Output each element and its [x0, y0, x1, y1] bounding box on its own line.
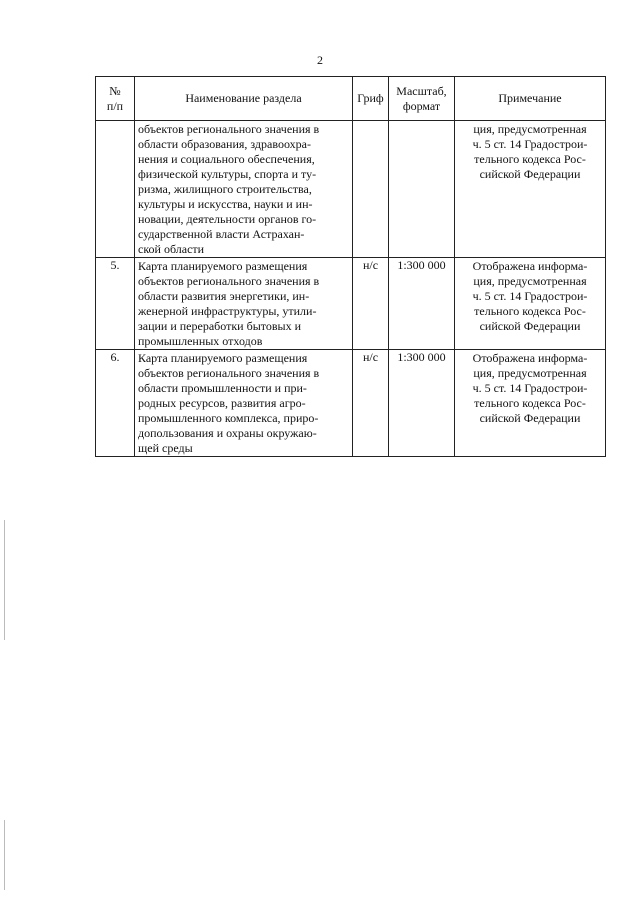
text-line: сийской Федерации	[479, 319, 581, 333]
header-scale	[389, 77, 455, 121]
text-line: допользования и охраны окружаю-	[138, 426, 317, 440]
text-line: культуры и искусства, науки и ин-	[138, 197, 313, 211]
row-note	[455, 121, 606, 258]
text-line: области развития энергетики, ин-	[138, 289, 310, 303]
header-number-line: №	[109, 83, 121, 98]
row-number: 6.	[96, 350, 135, 457]
text-line: тельного кодекса Рос-	[474, 396, 586, 410]
text-line: зации и переработки бытовых и	[138, 319, 302, 333]
text-line: объектов регионального значения в	[138, 274, 320, 288]
header-number	[96, 77, 135, 121]
text-line: сударственной власти Астрахан-	[138, 227, 305, 241]
scan-edge-mark	[4, 520, 5, 640]
text-line: Отображена информа-	[472, 351, 588, 365]
text-line: ч. 5 ст. 14 Градострои-	[472, 137, 588, 151]
text-line: Отображена информа-	[472, 259, 588, 273]
row-number: 5.	[96, 258, 135, 350]
header-scale-line: Масштаб,	[396, 83, 447, 98]
table-header-row	[96, 77, 606, 121]
row-section-name	[135, 258, 353, 350]
text-line: ч. 5 ст. 14 Градострои-	[472, 289, 588, 303]
text-line: тельного кодекса Рос-	[474, 304, 586, 318]
text-line: ция, предусмотренная	[473, 366, 587, 380]
header-scale-line: формат	[402, 98, 441, 113]
table-row	[96, 350, 606, 457]
text-line: промышленных отходов	[138, 334, 263, 348]
text-line: щей среды	[138, 441, 193, 455]
header-note: Примечание	[455, 77, 606, 121]
row-grif: н/с	[353, 350, 389, 457]
text-line: новации, деятельности органов го-	[138, 212, 317, 226]
text-line: промышленного комплекса, приро-	[138, 411, 319, 425]
text-line: сийской Федерации	[479, 167, 581, 181]
text-line: сийской Федерации	[479, 411, 581, 425]
text-line: нения и социального обеспечения,	[138, 152, 315, 166]
text-line: объектов регионального значения в	[138, 366, 320, 380]
row-grif	[353, 121, 389, 258]
row-grif: н/с	[353, 258, 389, 350]
table-row	[96, 258, 606, 350]
text-line: ция, предусмотренная	[473, 122, 587, 136]
row-scale: 1:300 000	[389, 350, 455, 457]
text-line: области образования, здравоохра-	[138, 137, 311, 151]
header-section-name: Наименование раздела	[135, 77, 353, 121]
text-line: физической культуры, спорта и ту-	[138, 167, 317, 181]
text-line: ция, предусмотренная	[473, 274, 587, 288]
row-note	[455, 350, 606, 457]
text-line: ризма, жилищного строительства,	[138, 182, 312, 196]
row-section-name	[135, 121, 353, 258]
text-line: тельного кодекса Рос-	[474, 152, 586, 166]
row-section-name	[135, 350, 353, 457]
text-line: родных ресурсов, развития агро-	[138, 396, 306, 410]
page-number: 2	[317, 53, 323, 67]
row-scale	[389, 121, 455, 258]
table-row	[96, 121, 606, 258]
text-line: ской области	[138, 242, 205, 256]
text-line: Карта планируемого размещения	[138, 351, 308, 365]
sections-table	[95, 76, 606, 457]
text-line: объектов регионального значения в	[138, 122, 320, 136]
scan-edge-mark	[4, 820, 5, 890]
text-line: Карта планируемого размещения	[138, 259, 308, 273]
row-note	[455, 258, 606, 350]
row-number	[96, 121, 135, 258]
header-number-line: п/п	[106, 98, 124, 113]
row-scale: 1:300 000	[389, 258, 455, 350]
text-line: ч. 5 ст. 14 Градострои-	[472, 381, 588, 395]
text-line: области промышленности и при-	[138, 381, 307, 395]
text-line: женерной инфраструктуры, утили-	[138, 304, 317, 318]
header-grif: Гриф	[353, 77, 389, 121]
